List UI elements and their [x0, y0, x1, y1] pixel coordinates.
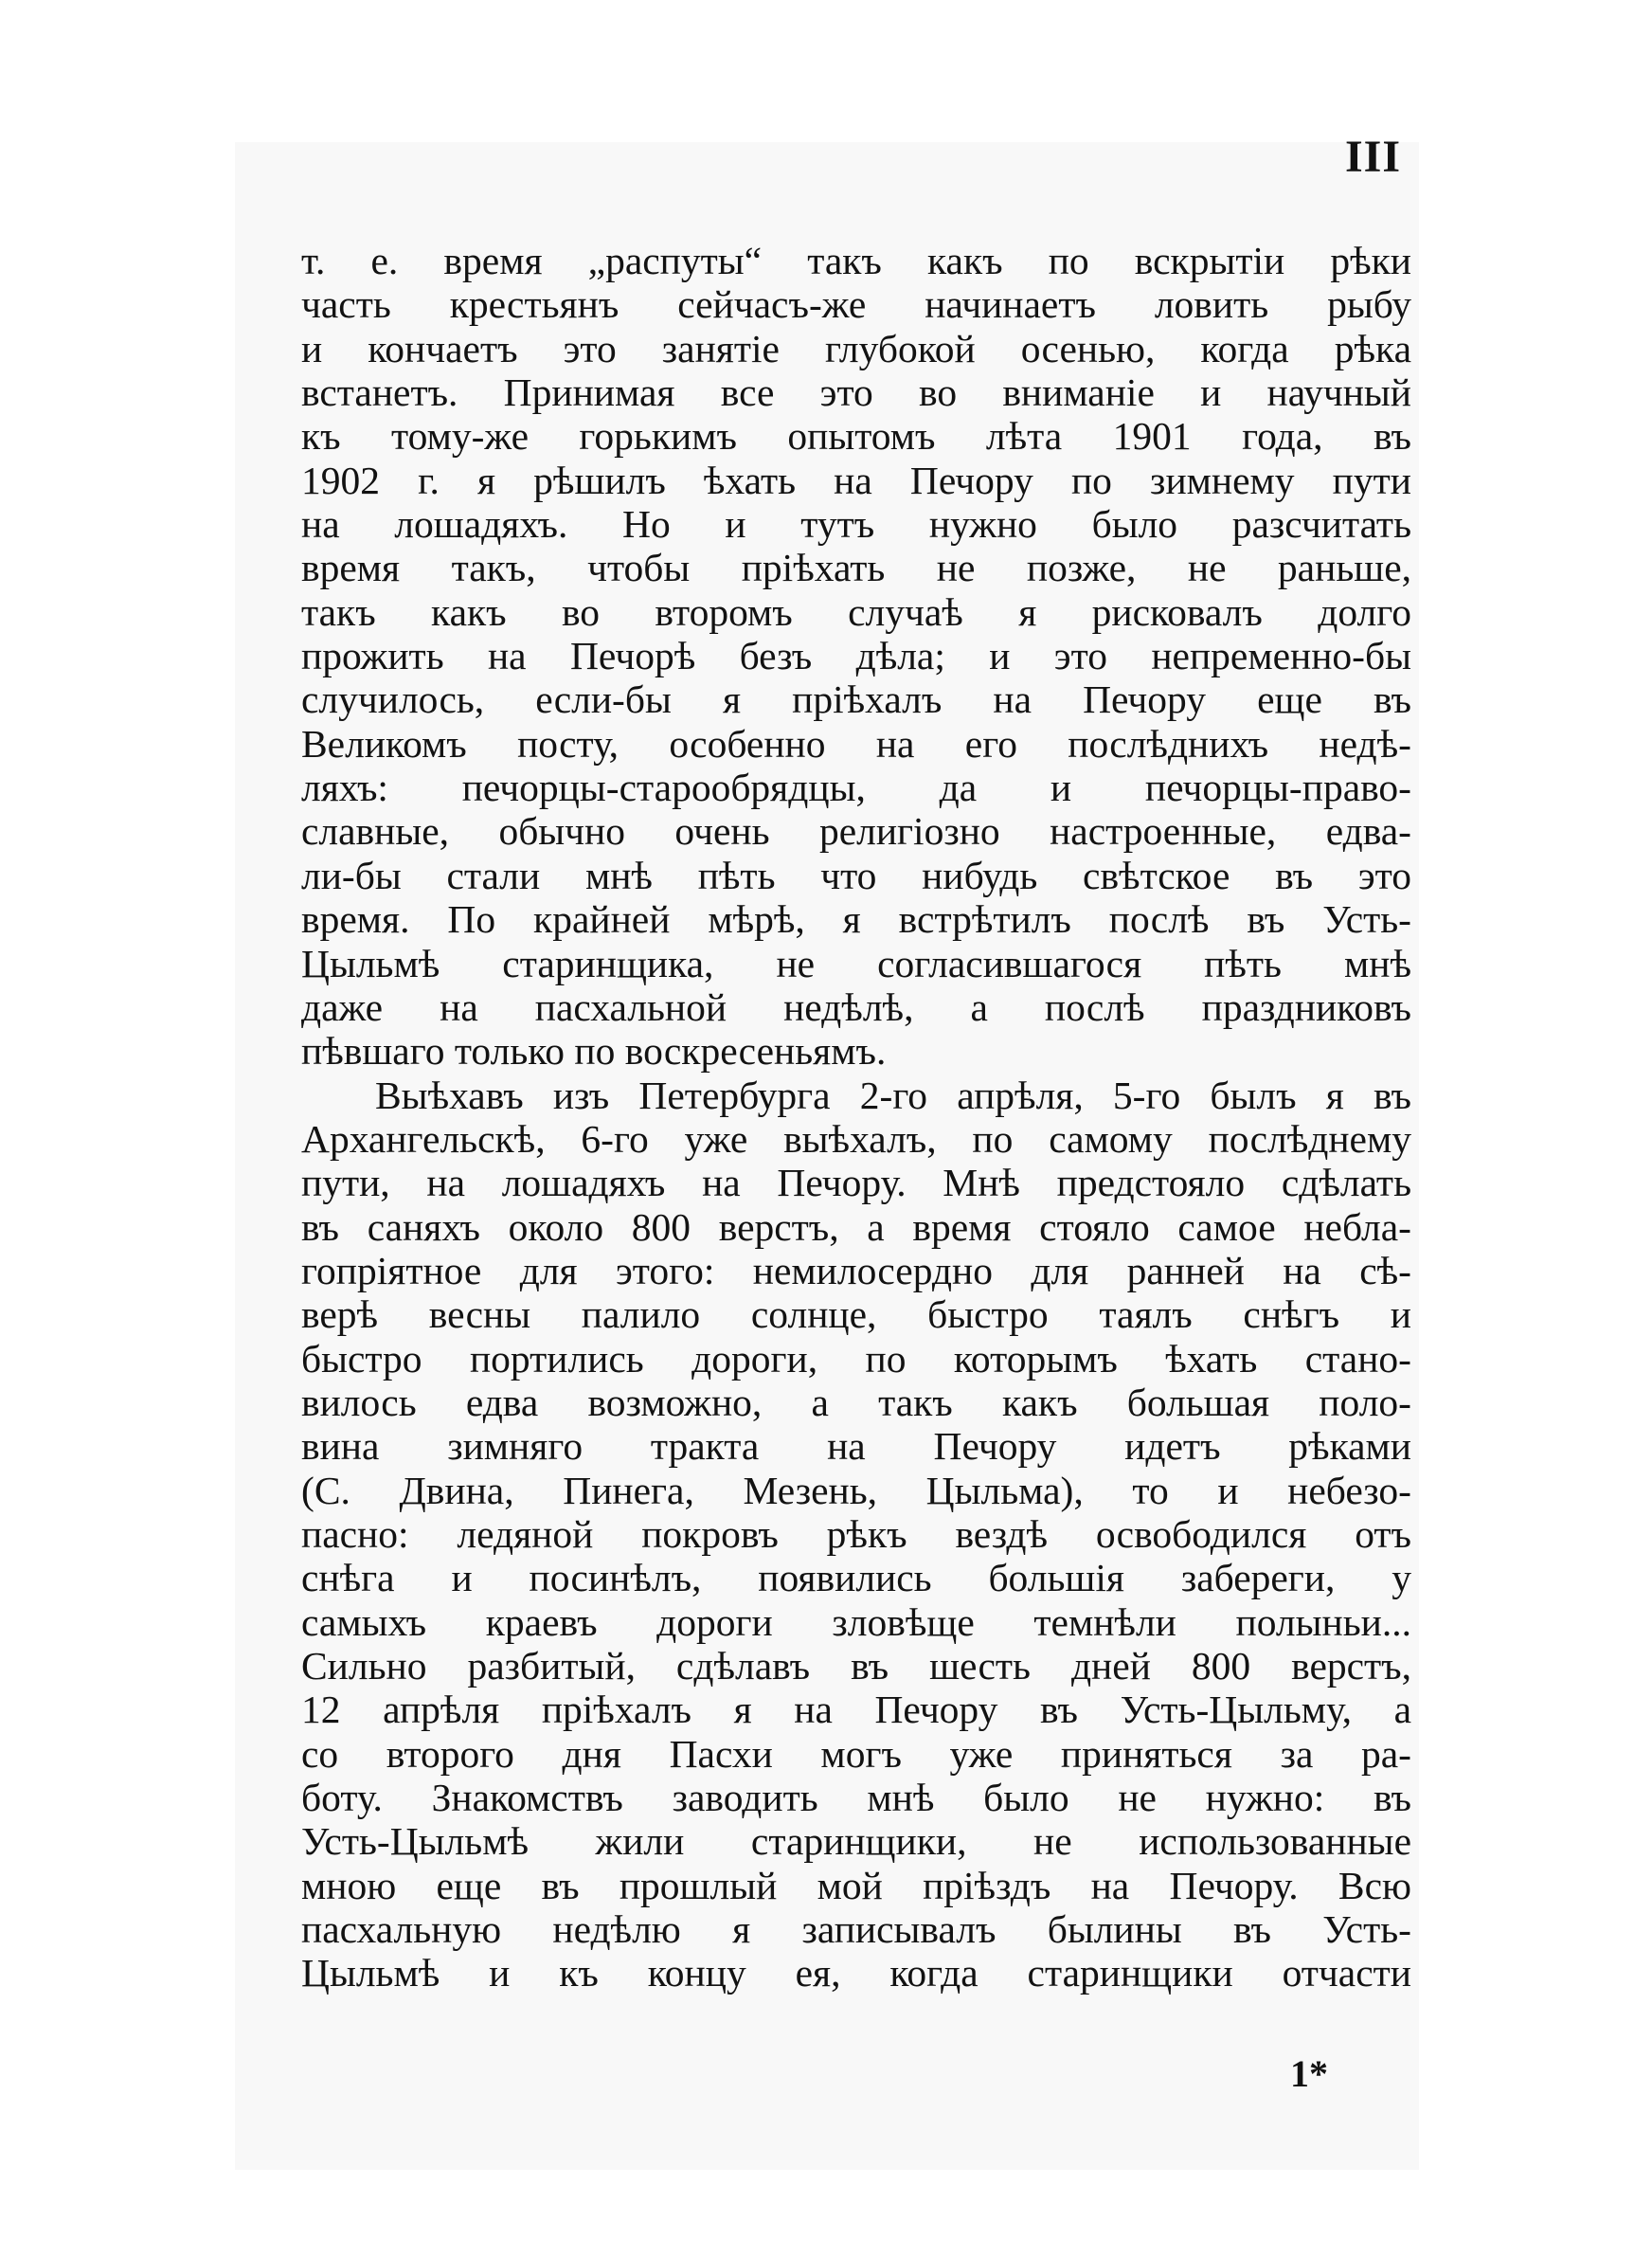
text-line: со второго дня Пасхи могъ уже приняться за ра-	[301, 1731, 1411, 1776]
text-line: встанетъ. Принимая все это во вниманіе и научный	[301, 370, 1411, 415]
text-line: мною еще въ прошлый мой пріѣздъ на Печору. Всю	[301, 1863, 1411, 1907]
text-line: Усть-Цыльмѣ жили старинщики, не использованные	[301, 1819, 1411, 1864]
text-line: ляхъ: печорцы-старообрядцы, да и печорцы-право-	[301, 766, 1411, 810]
text-line: вилось едва возможно, а такъ какъ большая поло-	[301, 1380, 1411, 1424]
text-line: случилось, если-бы я пріѣхалъ на Печору еще въ	[301, 677, 1411, 722]
text-line: пасно: ледяной покровъ рѣкъ вездѣ освободился отъ	[301, 1511, 1411, 1556]
text-line: даже на пасхальной недѣлѣ, а послѣ праздниковъ	[301, 984, 1411, 1029]
text-line: вина зимняго тракта на Печору идетъ рѣками	[301, 1424, 1411, 1469]
text-line: на лошадяхъ. Но и тутъ нужно было разсчитать	[301, 502, 1411, 547]
text-line: и кончаетъ это занятіе глубокой осенью, когда рѣка	[301, 326, 1411, 370]
text-line: Великомъ посту, особенно на его послѣднихъ недѣ-	[301, 721, 1411, 766]
text-line: ли-бы стали мнѣ пѣть что нибудь свѣтское въ это	[301, 853, 1411, 897]
text-line: Цыльмѣ и къ концу ея, когда старинщики отчасти	[301, 1951, 1411, 1995]
text-line: быстро портились дороги, по которымъ ѣхать стано-	[301, 1336, 1411, 1381]
text-line: пути, на лошадяхъ на Печору. Мнѣ предстояло сдѣлать	[301, 1161, 1411, 1205]
text-line: Выѣхавъ изъ Петербурга 2-го апрѣля, 5-го былъ я въ	[375, 1073, 1411, 1117]
text-line: т. е. время „распуты“ такъ какъ по вскрытіи рѣки	[301, 239, 1411, 282]
text-line: Сильно разбитый, сдѣлавъ въ шесть дней 800 верстъ,	[301, 1644, 1411, 1688]
paragraph-1	[301, 239, 1411, 1074]
text-line: (С. Двина, Пинега, Мезень, Цыльма), то и небезо-	[301, 1468, 1411, 1512]
text-line: время такъ, чтобы пріѣхать не позже, не раньше,	[301, 546, 1411, 590]
text-line: снѣга и посинѣлъ, появились большія забереги, у	[301, 1556, 1411, 1600]
text-line: гопріятное для этого: немилосердно для ранней на сѣ-	[301, 1248, 1411, 1292]
text-line: 1902 г. я рѣшилъ ѣхать на Печору по зимнему пути	[301, 458, 1411, 502]
text-line: въ саняхъ около 800 верстъ, а время стояло самое небла-	[301, 1204, 1411, 1249]
text-line: такъ какъ во второмъ случаѣ я рисковалъ долго	[301, 589, 1411, 634]
text-line: славные, обычно очень религіозно настроенные, едва-	[301, 809, 1411, 854]
text-line: Цыльмѣ старинщика, не согласившагося пѣть мнѣ	[301, 941, 1411, 985]
text-line: время. По крайней мѣрѣ, я встрѣтилъ послѣ въ Усть-	[301, 897, 1411, 942]
printer-signature-mark: 1*	[1290, 2052, 1328, 2095]
text-line: боту. Знакомствъ заводить мнѣ было не нужно: въ	[301, 1776, 1411, 1820]
page-number: III	[1345, 132, 1402, 182]
text-line: пѣвшаго только по воскресеньямъ.	[301, 1029, 887, 1074]
text-line: прожить на Печорѣ безъ дѣла; и это непременно-бы	[301, 634, 1411, 678]
text-line: часть крестьянъ сейчасъ-же начинаетъ ловить рыбу	[301, 282, 1411, 327]
text-line: самыхъ краевъ дороги зловѣще темнѣли полыньи...	[301, 1599, 1411, 1644]
text-line: пасхальную недѣлю я записывалъ былины въ Усть-	[301, 1907, 1411, 1952]
text-line: 12 апрѣля пріѣхалъ я на Печору въ Усть-Цыльму, а	[301, 1688, 1411, 1732]
paragraph-2	[301, 1074, 1411, 1995]
text-line: Архангельскѣ, 6-го уже выѣхалъ, по самому послѣднему	[301, 1116, 1411, 1161]
body-text	[301, 239, 1411, 1995]
text-line: верѣ весны палило солнце, быстро таялъ снѣгъ и	[301, 1292, 1411, 1337]
text-line: къ тому-же горькимъ опытомъ лѣта 1901 года, въ	[301, 414, 1411, 459]
